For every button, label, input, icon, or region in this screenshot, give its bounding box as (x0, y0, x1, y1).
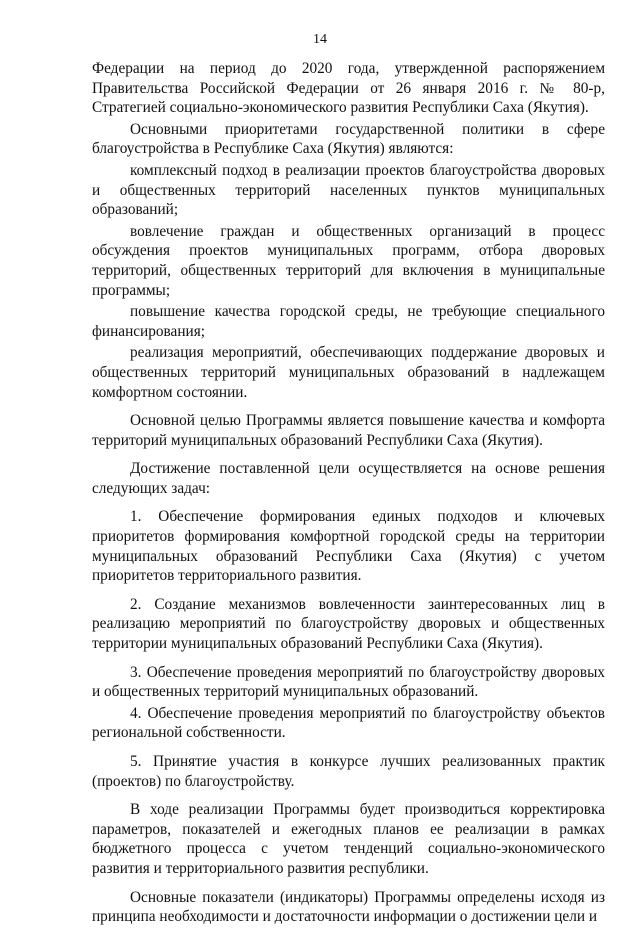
paragraph-goal-achievement: Достижение поставленной цели осуществляется на основе решения следующих задач: (92, 460, 605, 497)
page-body (92, 59, 605, 929)
paragraph-task-2: 2. Создание механизмов вовлеченности заинтересованных лиц в реализацию мероприятий по благоустройству дворовых и общественных территории муниципальных образований Республики Саха (Якутия). (92, 595, 605, 653)
paragraph-program-goal: Основной целью Программы является повышение качества и комфорта территорий муниципальных образований Республики Саха (Якутия). (92, 412, 605, 449)
paragraph-task-3: 3. Обеспечение проведения мероприятий по благоустройству дворовых и общественных территорий муниципальных образований. (92, 663, 605, 701)
paragraph-priorities-intro: Основными приоритетами государственной политики в сфере благоустройства в Республике Саха (Якутия) являются: (92, 120, 605, 158)
paragraph-indicators: Основные показатели (индикаторы) Программы определены исходя из принципа необходимости и достаточности информации о достижении цели и (92, 888, 605, 926)
page-number: 14 (313, 32, 327, 47)
paragraph-program-adjustment: В ходе реализации Программы будет производиться корректировка параметров, показателей и ежегодных планов ее реализации в рамках бюджетного процесса с учетом тенденций социально-экономического развития и территориального развития республики. (92, 801, 605, 877)
paragraph-priority-citizen-involvement: вовлечение граждан и общественных организаций в процесс обсуждения проектов муниципальных программ, отбора дворовых территорий, общественных территорий для включения в муниципальные программы; (92, 222, 605, 299)
paragraph-task-4: 4. Обеспечение проведения мероприятий по благоустройству объектов региональной собственности. (92, 704, 605, 742)
paragraph-task-5: 5. Принятие участия в конкурсе лучших реализованных практик (проектов) по благоустройству. (92, 753, 605, 790)
paragraph-task-1: 1. Обеспечение формирования единых подходов и ключевых приоритетов формирования комфортной городской среды на территории муниципальных образований Республики Саха (Якутия) с учетом приоритетов территориального развития. (92, 508, 605, 585)
paragraph-priority-maintenance: реализация мероприятий, обеспечивающих поддержание дворовых и общественных территорий муниципальных образований в надлежащем комфортном состоянии. (92, 344, 605, 401)
paragraph-priority-urban-quality: повышение качества городской среды, не требующие специального финансирования; (92, 303, 605, 340)
paragraph-priority-complex-approach: комплексный подход в реализации проектов благоустройства дворовых и общественных территорий населенных пунктов муниципальных образований; (92, 161, 605, 219)
paragraph-continuation: Федерации на период до 2020 года, утвержденной распоряжением Правительства Российской Федерации от 26 января 2016 г. № 80-р, Стратегией социально-экономического развития Республики Саха (Якутия). (92, 60, 605, 117)
